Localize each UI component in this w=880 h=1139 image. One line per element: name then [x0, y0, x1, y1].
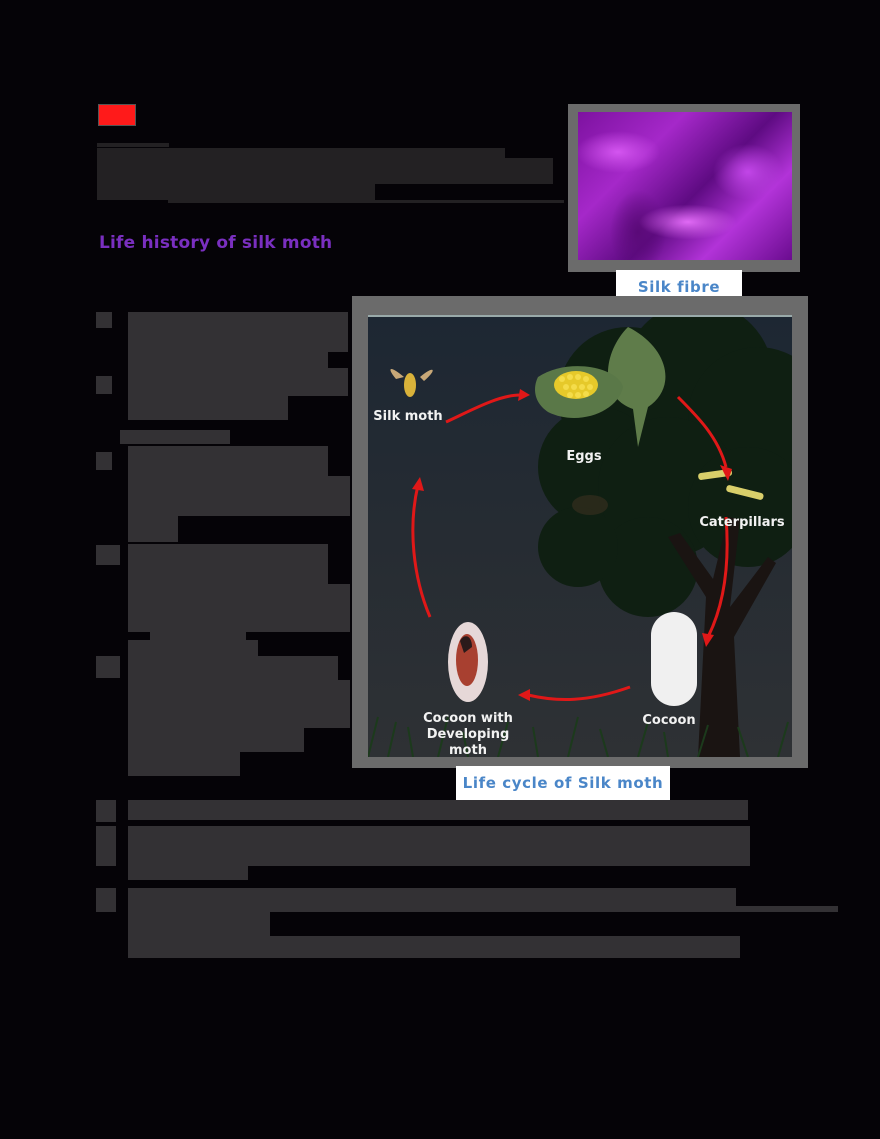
list-marker	[96, 800, 116, 822]
silk-fibre-caption: Silk fibre	[616, 270, 742, 305]
list-marker	[96, 312, 112, 328]
stage-label-cocoon: Cocoon	[642, 713, 696, 728]
list-item	[128, 368, 348, 396]
list-item	[128, 446, 328, 476]
life-cycle-caption: Life cycle of Silk moth	[456, 766, 670, 800]
stage-label-caterpillars: Caterpillars	[699, 515, 785, 530]
list-item	[128, 312, 348, 352]
life-cycle-illustration	[368, 317, 792, 757]
list-marker	[96, 656, 120, 678]
silk-fibre-image	[578, 112, 792, 260]
list-marker	[96, 452, 112, 470]
silk-moth-icon	[390, 369, 432, 397]
list-marker	[96, 888, 116, 912]
list-item	[128, 800, 748, 820]
stage-label-cocoon-developing-moth: Cocoon with Developing moth	[423, 711, 513, 757]
stage-label-eggs: Eggs	[566, 449, 602, 464]
list-marker	[96, 826, 116, 866]
developing-moth-icon	[448, 622, 488, 702]
list-item	[128, 544, 328, 584]
list-item	[128, 826, 750, 866]
section-tag	[98, 104, 136, 126]
section-heading: Life history of silk moth	[99, 233, 333, 253]
cocoon-icon	[651, 612, 697, 706]
list-marker	[96, 376, 112, 394]
list-marker	[96, 545, 120, 565]
stage-label-silk-moth: Silk moth	[373, 409, 443, 424]
life-cycle-diagram	[368, 315, 792, 757]
